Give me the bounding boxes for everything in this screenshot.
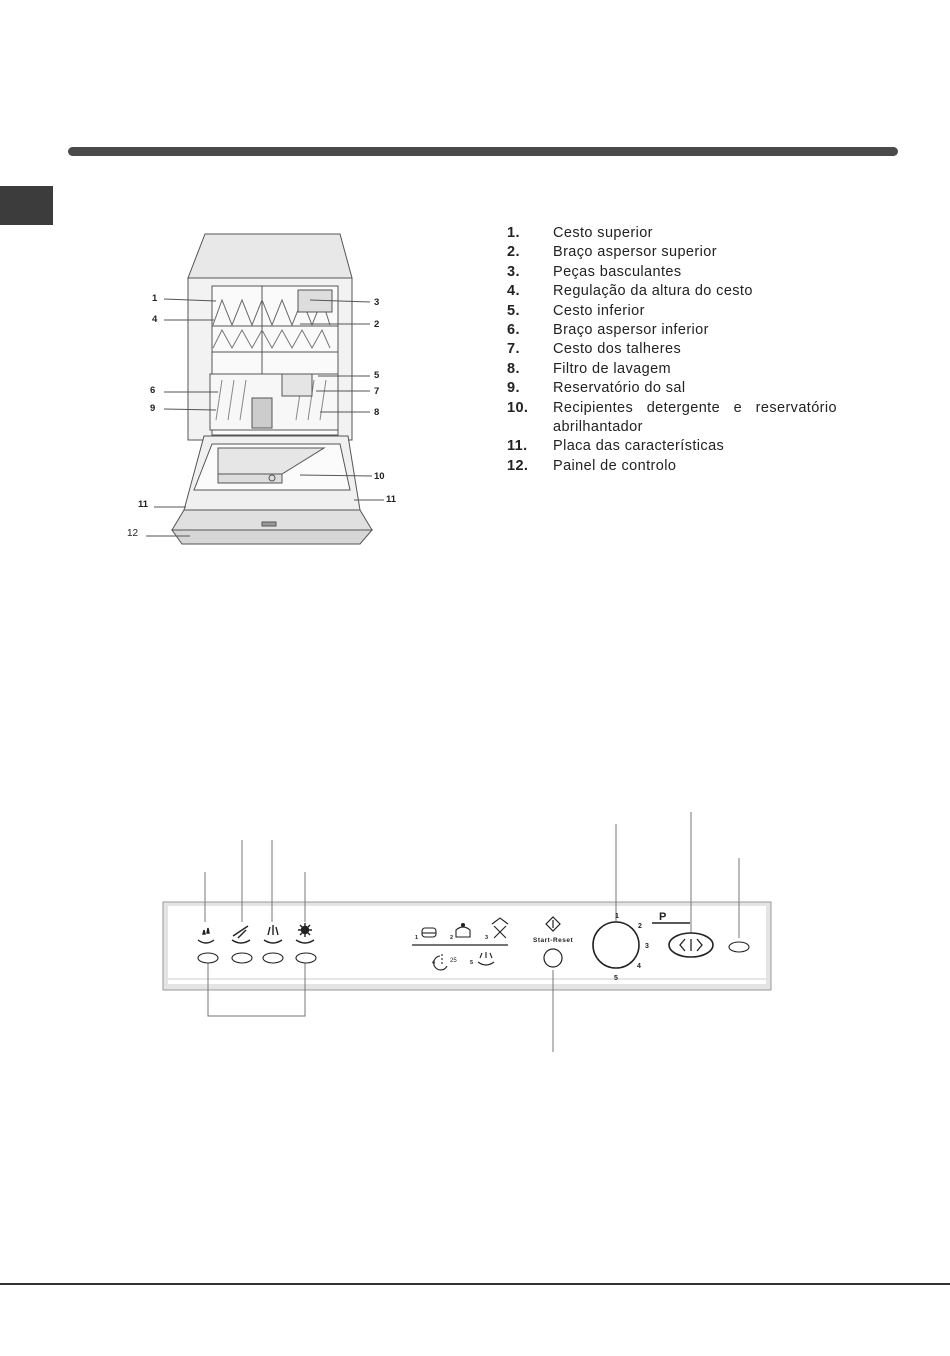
callout-1: 1 [152, 293, 158, 304]
parts-legend [507, 224, 837, 476]
callout-9: 9 [150, 403, 156, 414]
callout-2: 2 [374, 319, 380, 330]
legend-number: 6. [507, 322, 520, 339]
option-button-1[interactable] [198, 953, 218, 963]
legend-item [507, 399, 837, 438]
legend-item [507, 360, 837, 379]
dial-number-3: 3 [645, 943, 649, 950]
legend-item [507, 282, 837, 301]
legend-item [507, 302, 837, 321]
legend-number: 9. [507, 380, 520, 397]
legend-label: Reservatório do sal [553, 380, 686, 397]
legend-label: Painel de controlo [553, 457, 677, 474]
control-panel-illustration [0, 800, 950, 1070]
option-button-4[interactable] [296, 953, 316, 963]
legend-number: 2. [507, 244, 520, 261]
callout-6: 6 [150, 385, 156, 396]
legend-label: Recipientes detergente e reservatório abrilhantador [553, 399, 837, 436]
legend-item [507, 340, 837, 359]
callout-3: 3 [374, 297, 380, 308]
legend-number: 5. [507, 302, 520, 319]
legend-label: Cesto inferior [553, 302, 645, 319]
legend-label: Placa das características [553, 438, 725, 455]
callout-4: 4 [152, 314, 158, 325]
legend-item [507, 243, 837, 262]
legend-number: 10. [507, 399, 529, 416]
program-number-1: 1 [415, 935, 419, 941]
dial-number-5: 5 [614, 975, 618, 982]
legend-number: 8. [507, 360, 520, 377]
callout-11-right: 11 [386, 494, 397, 505]
legend-number: 12. [507, 457, 529, 474]
callout-10: 10 [374, 471, 385, 482]
legend-item [507, 379, 837, 398]
callout-12: 12 [127, 528, 139, 539]
legend-item [507, 437, 837, 456]
legend-number: 4. [507, 283, 520, 300]
legend-number: 1. [507, 225, 520, 241]
half-load-time: 25 [450, 958, 457, 964]
legend-label: Cesto dos talheres [553, 341, 682, 358]
start-reset-label: Start-Reset [533, 937, 574, 944]
legend-number: 3. [507, 263, 520, 280]
option-button-2[interactable] [232, 953, 252, 963]
power-indicator-light [729, 942, 749, 952]
program-number-4: 4 [432, 960, 436, 966]
callout-8: 8 [374, 407, 380, 418]
callout-11-left: 11 [138, 499, 149, 510]
option-button-3[interactable] [263, 953, 283, 963]
legend-label: Regulação da altura do cesto [553, 283, 753, 300]
legend-item [507, 224, 837, 243]
callout-7: 7 [374, 386, 380, 397]
legend-label: Braço aspersor superior [553, 244, 717, 261]
program-dial[interactable] [593, 922, 639, 968]
legend-label: Filtro de lavagem [553, 360, 672, 377]
legend-number: 7. [507, 341, 520, 358]
dial-number-2: 2 [638, 923, 642, 930]
dial-number-1: 1 [615, 913, 619, 920]
program-number-2: 2 [450, 935, 454, 941]
start-reset-button[interactable] [544, 949, 562, 967]
program-number-5: 5 [470, 960, 474, 966]
legend-item [507, 263, 837, 282]
footer-rule [0, 1283, 950, 1285]
program-number-3: 3 [485, 935, 489, 941]
legend-item [507, 457, 837, 476]
callout-5: 5 [374, 370, 380, 381]
legend-number: 11. [507, 438, 528, 455]
legend-label: Cesto superior [553, 225, 653, 241]
power-label: P [659, 911, 667, 923]
legend-label: Braço aspersor inferior [553, 322, 709, 339]
legend-item [507, 321, 837, 340]
legend-label: Peças basculantes [553, 263, 682, 280]
dial-number-4: 4 [637, 963, 641, 970]
